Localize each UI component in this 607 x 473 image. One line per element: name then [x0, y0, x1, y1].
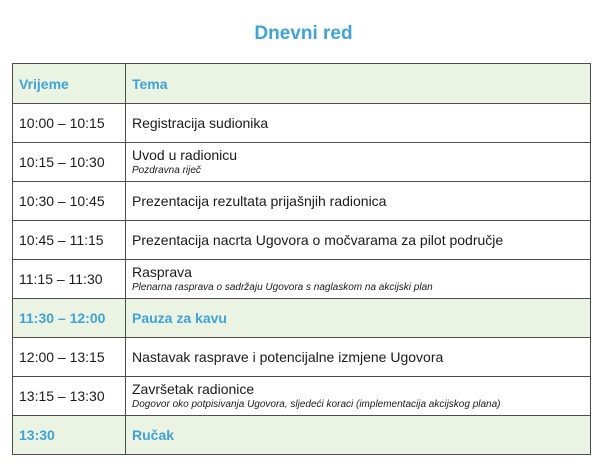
topic-cell — [126, 143, 591, 182]
time-cell: 11:15 – 11:30 — [13, 260, 126, 299]
topic-cell — [126, 104, 591, 143]
column-header-topic: Tema — [126, 64, 591, 104]
agenda-table — [12, 63, 591, 455]
time-cell: 12:00 – 13:15 — [13, 338, 126, 377]
table-row — [13, 338, 591, 377]
time-cell: 11:30 – 12:00 — [13, 299, 126, 338]
topic-cell — [126, 338, 591, 377]
topic-text: Rasprava — [132, 264, 192, 280]
topic-cell — [126, 299, 591, 338]
page-title: Dnevni red — [254, 23, 353, 44]
table-row — [13, 104, 591, 143]
topic-note: Plenarna rasprava o sadržaju Ugovora s naglaskom na akcijski plan — [132, 282, 433, 293]
table-row-break — [13, 299, 591, 338]
topic-text: Prezentacija nacrta Ugovora o močvarama za pilot područje — [132, 231, 504, 248]
table-row — [13, 221, 591, 260]
time-cell: 13:30 — [13, 416, 126, 455]
time-cell: 10:15 – 10:30 — [13, 143, 126, 182]
topic-text: Završetak radionice — [132, 381, 255, 397]
topic-text: Nastavak rasprave i potencijalne izmjene Ugovora — [132, 348, 444, 365]
time-cell: 10:45 – 11:15 — [13, 221, 126, 260]
topic-cell — [126, 221, 591, 260]
topic-cell — [126, 377, 591, 416]
topic-cell — [126, 416, 591, 455]
table-row — [13, 260, 591, 299]
agenda-body — [13, 104, 591, 455]
topic-text: Prezentacija rezultata prijašnjih radionica — [132, 192, 387, 209]
table-row — [13, 182, 591, 221]
topic-cell — [126, 182, 591, 221]
time-cell: 10:00 – 10:15 — [13, 104, 126, 143]
table-row-lunch — [13, 416, 591, 455]
topic-note: Dogovor oko potpisivanja Ugovora, sljedeći koraci (implementacija akcijskog plana) — [132, 399, 501, 410]
topic-text: Pauza za kavu — [132, 309, 227, 326]
table-header-row — [13, 64, 591, 104]
topic-cell — [126, 260, 591, 299]
time-cell: 10:30 – 10:45 — [13, 182, 126, 221]
column-header-time: Vrijeme — [13, 64, 126, 104]
table-row — [13, 143, 591, 182]
topic-text: Uvod u radionicu — [132, 147, 238, 163]
topic-text: Registracija sudionika — [132, 114, 269, 131]
topic-text: Ručak — [132, 426, 175, 443]
topic-note: Pozdravna riječ — [132, 165, 201, 176]
table-row — [13, 377, 591, 416]
time-cell: 13:15 – 13:30 — [13, 377, 126, 416]
